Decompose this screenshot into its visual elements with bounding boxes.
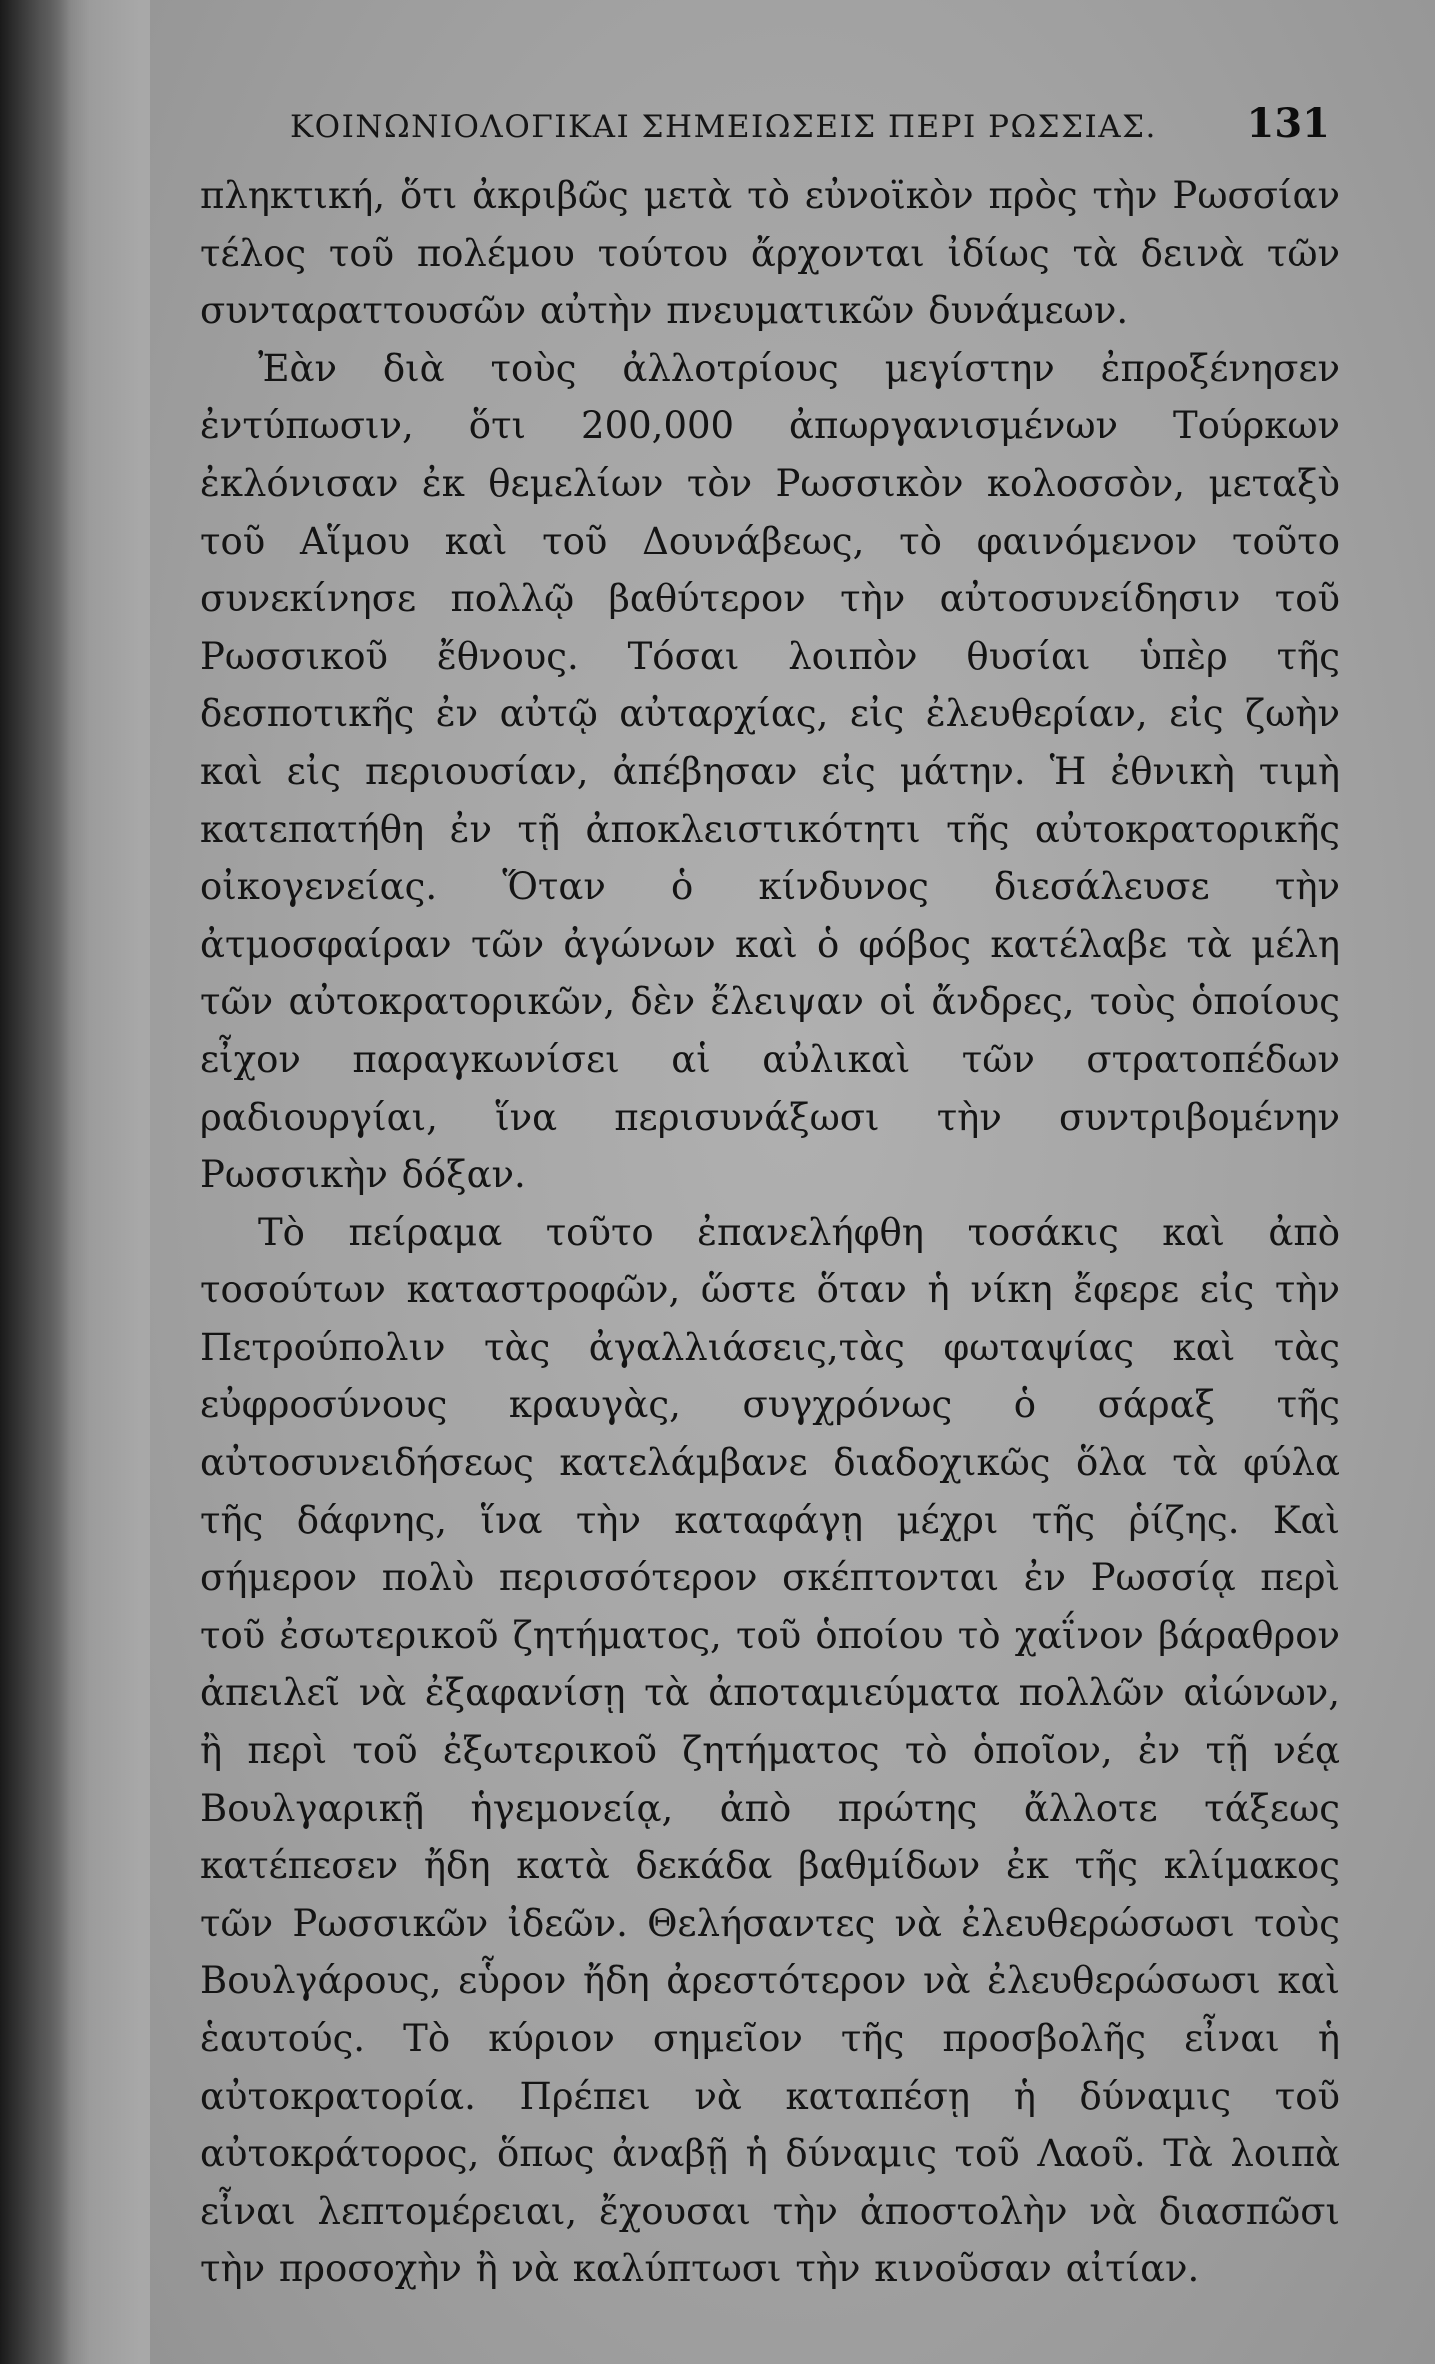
running-head: ΚΟΙΝΩΝΙΟΛΟΓΙΚΑΙ ΣΗΜΕΙΩΣΕΙΣ ΠΕΡΙ ΡΩΣΣΙΑΣ. [290,109,1157,145]
paragraph: πληκτική, ὅτι ἀκριβῶς μετὰ τὸ εὐνοϊκὸν πρὸς τὴν Ρωσσίαν τέλος τοῦ πολέμου τούτου ἄρχονται ἰδίως τὰ δεινὰ τῶν συνταραττουσῶν αὐτὴν πνευματικῶν δυνάμεων. [200,174,1340,333]
page-header [200,100,1340,147]
paragraph: Τὸ πείραμα τοῦτο ἐπανελήφθη τοσάκις καὶ ἀπὸ τοσούτων καταστροφῶν, ὥστε ὅταν ἡ νίκη ἔφερε εἰς τὴν Πετρούπολιν τὰς ἀγαλλιάσεις,τὰς φωταψίας καὶ τὰς εὐφροσύνους κραυγὰς, συγχρόνως ὁ σάραξ τῆς αὐτοσυνειδήσεως κατελάμβανε διαδοχικῶς ὅλα τὰ φύλα τῆς δάφνης, ἵνα τὴν καταφάγῃ μέχρι τῆς ῥίζης. Καὶ σήμερον πολὺ περισσότερον σκέπτονται ἐν Ρωσσίᾳ περὶ τοῦ ἐσωτερικοῦ ζητήματος, τοῦ ὁποίου τὸ χαΐνον βάραθρον ἀπειλεῖ νὰ ἐξαφανίσῃ τὰ ἀποταμιεύματα πολλῶν αἰώνων, ἢ περὶ τοῦ ἐξωτερικοῦ ζητήματος τὸ ὁποῖον, ἐν τῇ νέᾳ Βουλγαρικῇ ἡγεμονείᾳ, ἀπὸ πρώτης ἄλλοτε τάξεως κατέπεσεν ἤδη κατὰ δεκάδα βαθμίδων ἐκ τῆς κλίμακος τῶν Ρωσσικῶν ἰδεῶν. Θελήσαντες νὰ ἐλευθερώσωσι τοὺς Βουλγάρους, εὗρον ἤδη ἀρεστότερον νὰ ἐλευθερώσωσι καὶ ἑαυτούς. Τὸ κύριον σημεῖον τῆς προσβολῆς εἶναι ἡ αὐτοκρατορία. Πρέπει νὰ καταπέσῃ ἡ δύναμις τοῦ αὐτοκράτορος, ὅπως ἀναβῇ ἡ δύναμις τοῦ Λαοῦ. Τὰ λοιπὰ εἶναι λεπτομέρειαι, ἔχουσαι τὴν ἀποστολὴν νὰ διασπῶσι τὴν προσοχὴν ἢ νὰ καλύπτωσι τὴν κινοῦσαν αἰτίαν. [200,1210,1340,2291]
book-binding-edge [0,0,70,2364]
page-number: 131 [1246,100,1330,147]
page-content [200,100,1340,2298]
body-text [200,167,1340,2298]
paragraph: Ἐὰν διὰ τοὺς ἀλλοτρίους μεγίστην ἐπροξένησεν ἐντύπωσιν, ὅτι 200,000 ἀπωργανισμένων Τούρκων ἐκλόνισαν ἐκ θεμελίων τὸν Ρωσσικὸν κολοσσὸν, μεταξὺ τοῦ Αἵμου καὶ τοῦ Δουνάβεως, τὸ φαινόμενον τοῦτο συνεκίνησε πολλῷ βαθύτερον τὴν αὐτοσυνείδησιν τοῦ Ρωσσικοῦ ἔθνους. Τόσαι λοιπὸν θυσίαι ὑπὲρ τῆς δεσποτικῆς ἐν αὐτῷ αὐταρχίας, εἰς ἐλευθερίαν, εἰς ζωὴν καὶ εἰς περιουσίαν, ἀπέβησαν εἰς μάτην. Ἡ ἐθνικὴ τιμὴ κατεπατήθη ἐν τῇ ἀποκλειστικότητι τῆς αὐτοκρατορικῆς οἰκογενείας. Ὅταν ὁ κίνδυνος διεσάλευσε τὴν ἀτμοσφαίραν τῶν ἀγώνων καὶ ὁ φόβος κατέλαβε τὰ μέλη τῶν αὐτοκρατορικῶν, δὲν ἔλειψαν οἱ ἄνδρες, τοὺς ὁποίους εἶχον παραγκωνίσει αἱ αὐλικαὶ τῶν στρατοπέδων ραδιουργίαι, ἵνα περισυνάξωσι τὴν συντριβομένην Ρωσσικὴν δόξαν. [200,346,1340,1197]
